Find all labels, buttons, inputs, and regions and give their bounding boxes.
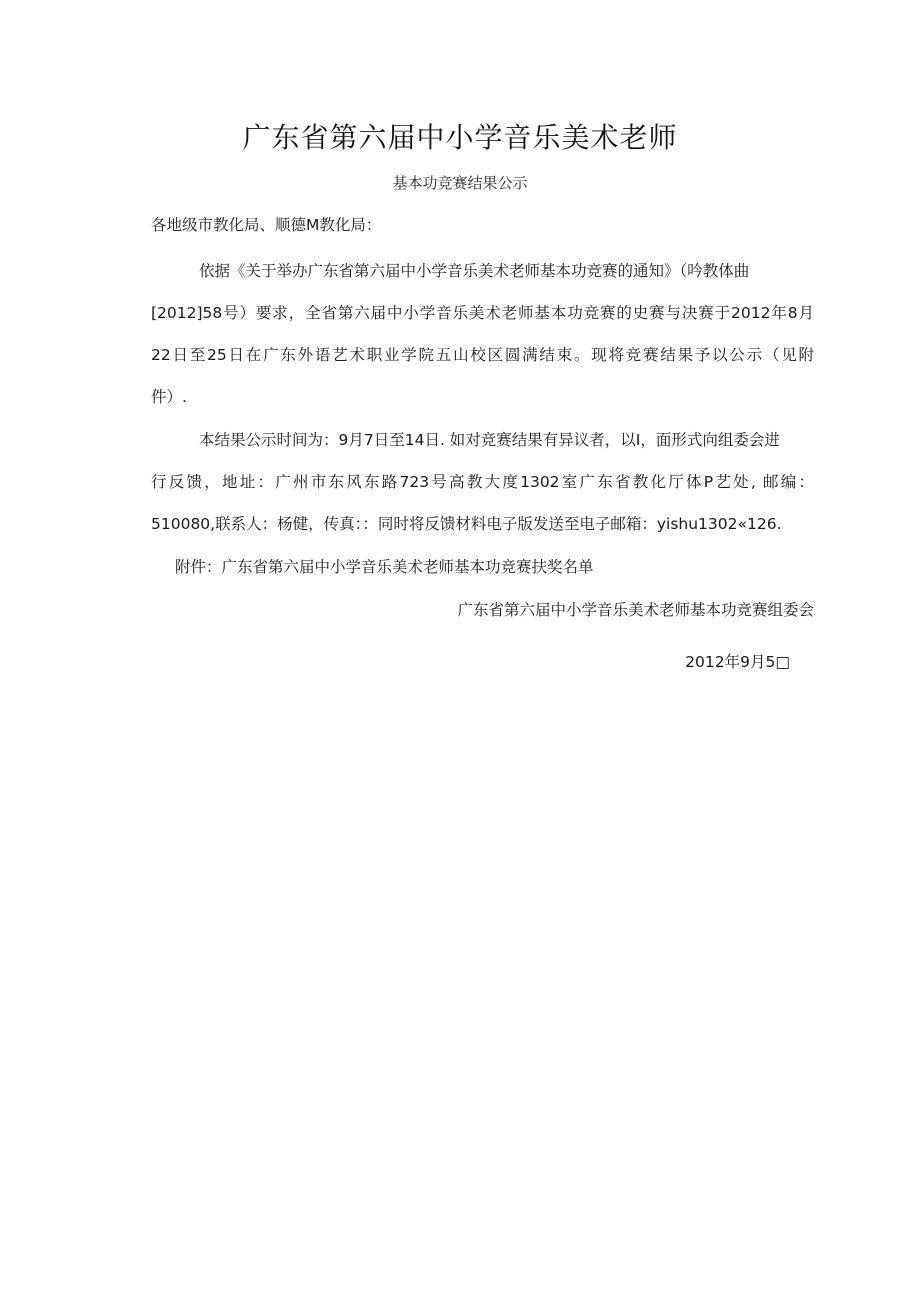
paragraph2-line2: 行反馈，地址：广州市东风东路723号高教大度1302室广东省教化厅体P艺处, 邮编： xyxy=(151,473,814,491)
attachment-line: 附件：广东省第六届中小学音乐美术老师基本功竞赛扶奖名单 xyxy=(175,558,594,576)
signature: 广东省第六届中小学音乐美术老师基本功竞赛组委会 xyxy=(457,601,814,619)
document-title: 广东省第六届中小学音乐美术老师 xyxy=(242,121,678,154)
date: 2012年9月5□ xyxy=(685,653,790,671)
paragraph2-line1: 本结果公示时间为：9月7日至14日. 如对竞赛结果有异议者，以I，面形式向组委会进 xyxy=(199,431,780,449)
salutation: 各地级市教化局、顺德M教化局： xyxy=(151,216,382,234)
paragraph1-line1: 依据《关于举办广东省第六届中小学音乐美术老师基本功竞赛的通知》（吟教体曲 xyxy=(199,262,750,280)
paragraph2-line3: 510080,联系人：杨健，传真：：同时将反馈材料电子版发送至电子邮箱：yishu1302«126. xyxy=(151,515,782,533)
paragraph1-line4: 件）. xyxy=(151,388,187,406)
paragraph1-line3: 22日至25日在广东外语艺术职业学院五山校区圆满结束。现将竞赛结果予以公示（见附 xyxy=(151,346,814,364)
document-subtitle: 基本功竞赛结果公示 xyxy=(392,174,528,192)
paragraph1-line2: [2012]58号）要求，全省第六届中小学音乐美术老师基本功竞赛的史赛与决赛于2012年8月 xyxy=(151,304,814,322)
